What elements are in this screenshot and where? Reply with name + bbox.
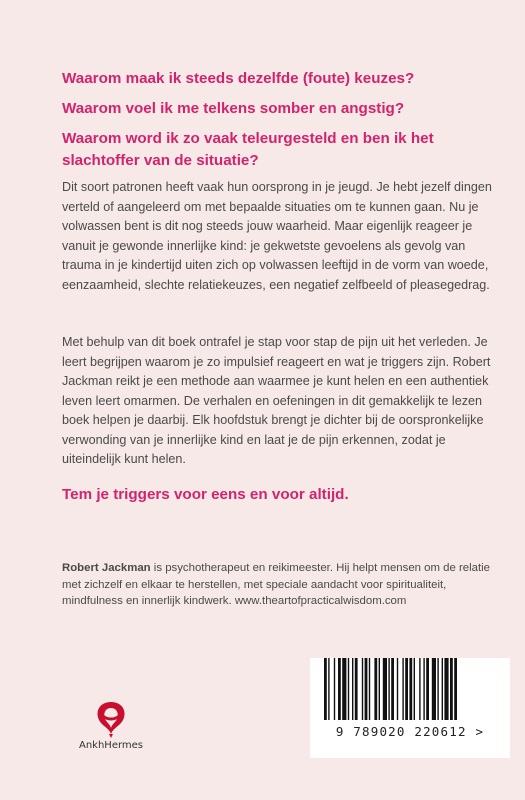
question-3: Waarom word ik zo vaak teleurgesteld en ben ik het slachtoffer van de situatie? xyxy=(62,130,434,169)
question-2: Waarom voel ik me telkens somber en angstig? xyxy=(62,100,405,117)
question-1: Waarom maak ik steeds dezelfde (foute) keuzes? xyxy=(62,70,415,87)
barcode-icon xyxy=(322,658,498,722)
author-name: Robert Jackman xyxy=(62,562,151,574)
description-paragraph-2: Met behulp van dit boek ontrafel je stap voor stap de pijn uit het verleden. Je leert begrijpen waarom je zo impulsief reageert en wat je triggers zijn. Robert Jackman reikt je een methode aan waarmee je kunt helen en een authentiek leven leert omarmen. De verhalen en oefeningen in dit gemakkelijk te lezen boek helpen je daarbij. Elk hoofdstuk brengt je dichter bij de oorspronkelijke verwonding van je innerlijke kind en laat je de pijn erkennen, zodat je uiteindelijk kunt helen. xyxy=(62,335,491,466)
description-paragraph-1: Dit soort patronen heeft vaak hun oorsprong in je jeugd. Je hebt jezelf dingen verteld of aangeleerd om met bepaalde situaties om te kunnen gaan. Nu je volwassen bent is dit nog steeds jouw waarheid. Maar eigenlijk reageer je vanuit je gewonde innerlijke kind: je gekwetste gevoelens als gevolg van trauma in je kindertijd uiten zich op volwassen leeftijd in de vorm van woede, eenzaamheid, slechte relatiekeuzes, een negatief zelfbeeld of pleasegedrag. xyxy=(62,180,492,292)
ankh-hermes-logo-icon xyxy=(89,698,133,738)
author-bio-text: is psychotherapeut en reikimeester. Hij helpt mensen om de relatie met zichzelf en elkaar te herstellen, met speciale aandacht voor spiritualiteit, mindfulness en innerlijk kindwerk. www.theartofpracticalwisdom.com xyxy=(62,562,491,607)
isbn-number: 9 789020 220612 > xyxy=(335,724,485,739)
barcode xyxy=(310,658,510,758)
tagline: Tem je triggers voor eens en voor altijd. xyxy=(62,486,349,503)
question-list xyxy=(62,68,502,180)
publisher-name: AnkhHermes xyxy=(79,740,144,751)
author-bio xyxy=(62,560,492,610)
